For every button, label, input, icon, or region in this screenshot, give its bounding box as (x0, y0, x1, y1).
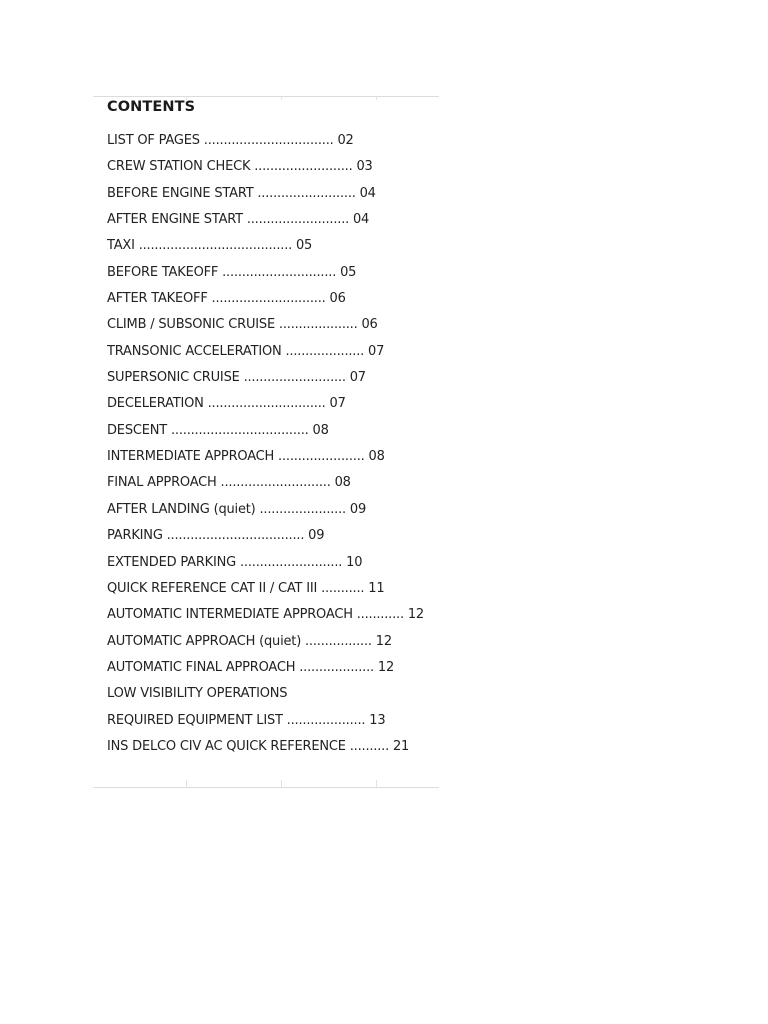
column-tick (376, 780, 377, 787)
toc-entry: AUTOMATIC INTERMEDIATE APPROACH ............ 12 (107, 607, 424, 623)
column-tick (281, 96, 282, 100)
toc-entry: TRANSONIC ACCELERATION .................... 07 (107, 343, 385, 359)
toc-entry: FINAL APPROACH ............................ 08 (107, 475, 351, 491)
toc-entry: LIST OF PAGES ................................. 02 (107, 133, 354, 148)
toc-entry: REQUIRED EQUIPMENT LIST .................... 13 (107, 712, 386, 728)
toc-entry: INTERMEDIATE APPROACH ...................... 08 (107, 449, 385, 465)
toc-entry: AUTOMATIC APPROACH (quiet) ................. 12 (107, 633, 392, 649)
toc-entry: BEFORE TAKEOFF ............................. 05 (107, 264, 357, 280)
toc-entry: DESCENT ................................... 08 (107, 422, 329, 438)
column-tick (186, 780, 187, 787)
toc-entry: CLIMB / SUBSONIC CRUISE .................... 06 (107, 317, 378, 333)
toc-entry: DECELERATION .............................. 07 (107, 396, 346, 412)
toc-entry: BEFORE ENGINE START ......................... 04 (107, 185, 376, 201)
toc-entry: PARKING ................................... 09 (107, 528, 325, 544)
bottom-border (93, 787, 439, 788)
toc-entry: AFTER ENGINE START .......................... 04 (107, 212, 370, 228)
toc-entry: QUICK REFERENCE CAT II / CAT III ........... 11 (107, 580, 385, 596)
contents-heading: CONTENTS (107, 99, 196, 115)
column-tick (376, 96, 377, 100)
toc-entry: LOW VISIBILITY OPERATIONS (107, 686, 288, 702)
toc-entry: AFTER TAKEOFF ............................. 06 (107, 291, 346, 307)
toc-entry: SUPERSONIC CRUISE .......................... 07 (107, 370, 366, 386)
toc-entry: AUTOMATIC FINAL APPROACH ................... 12 (107, 659, 395, 675)
toc-entry: INS DELCO CIV AC QUICK REFERENCE .......... 21 (107, 738, 410, 754)
top-border (93, 96, 439, 97)
toc-entry: TAXI ....................................... 05 (107, 238, 313, 254)
toc-entry: EXTENDED PARKING .......................... 10 (107, 554, 363, 570)
document-page (93, 96, 439, 788)
toc-entry: AFTER LANDING (quiet) ...................... 09 (107, 501, 367, 517)
toc-entry: CREW STATION CHECK ......................... 03 (107, 159, 373, 175)
table-of-contents (107, 132, 424, 764)
column-tick (281, 780, 282, 787)
